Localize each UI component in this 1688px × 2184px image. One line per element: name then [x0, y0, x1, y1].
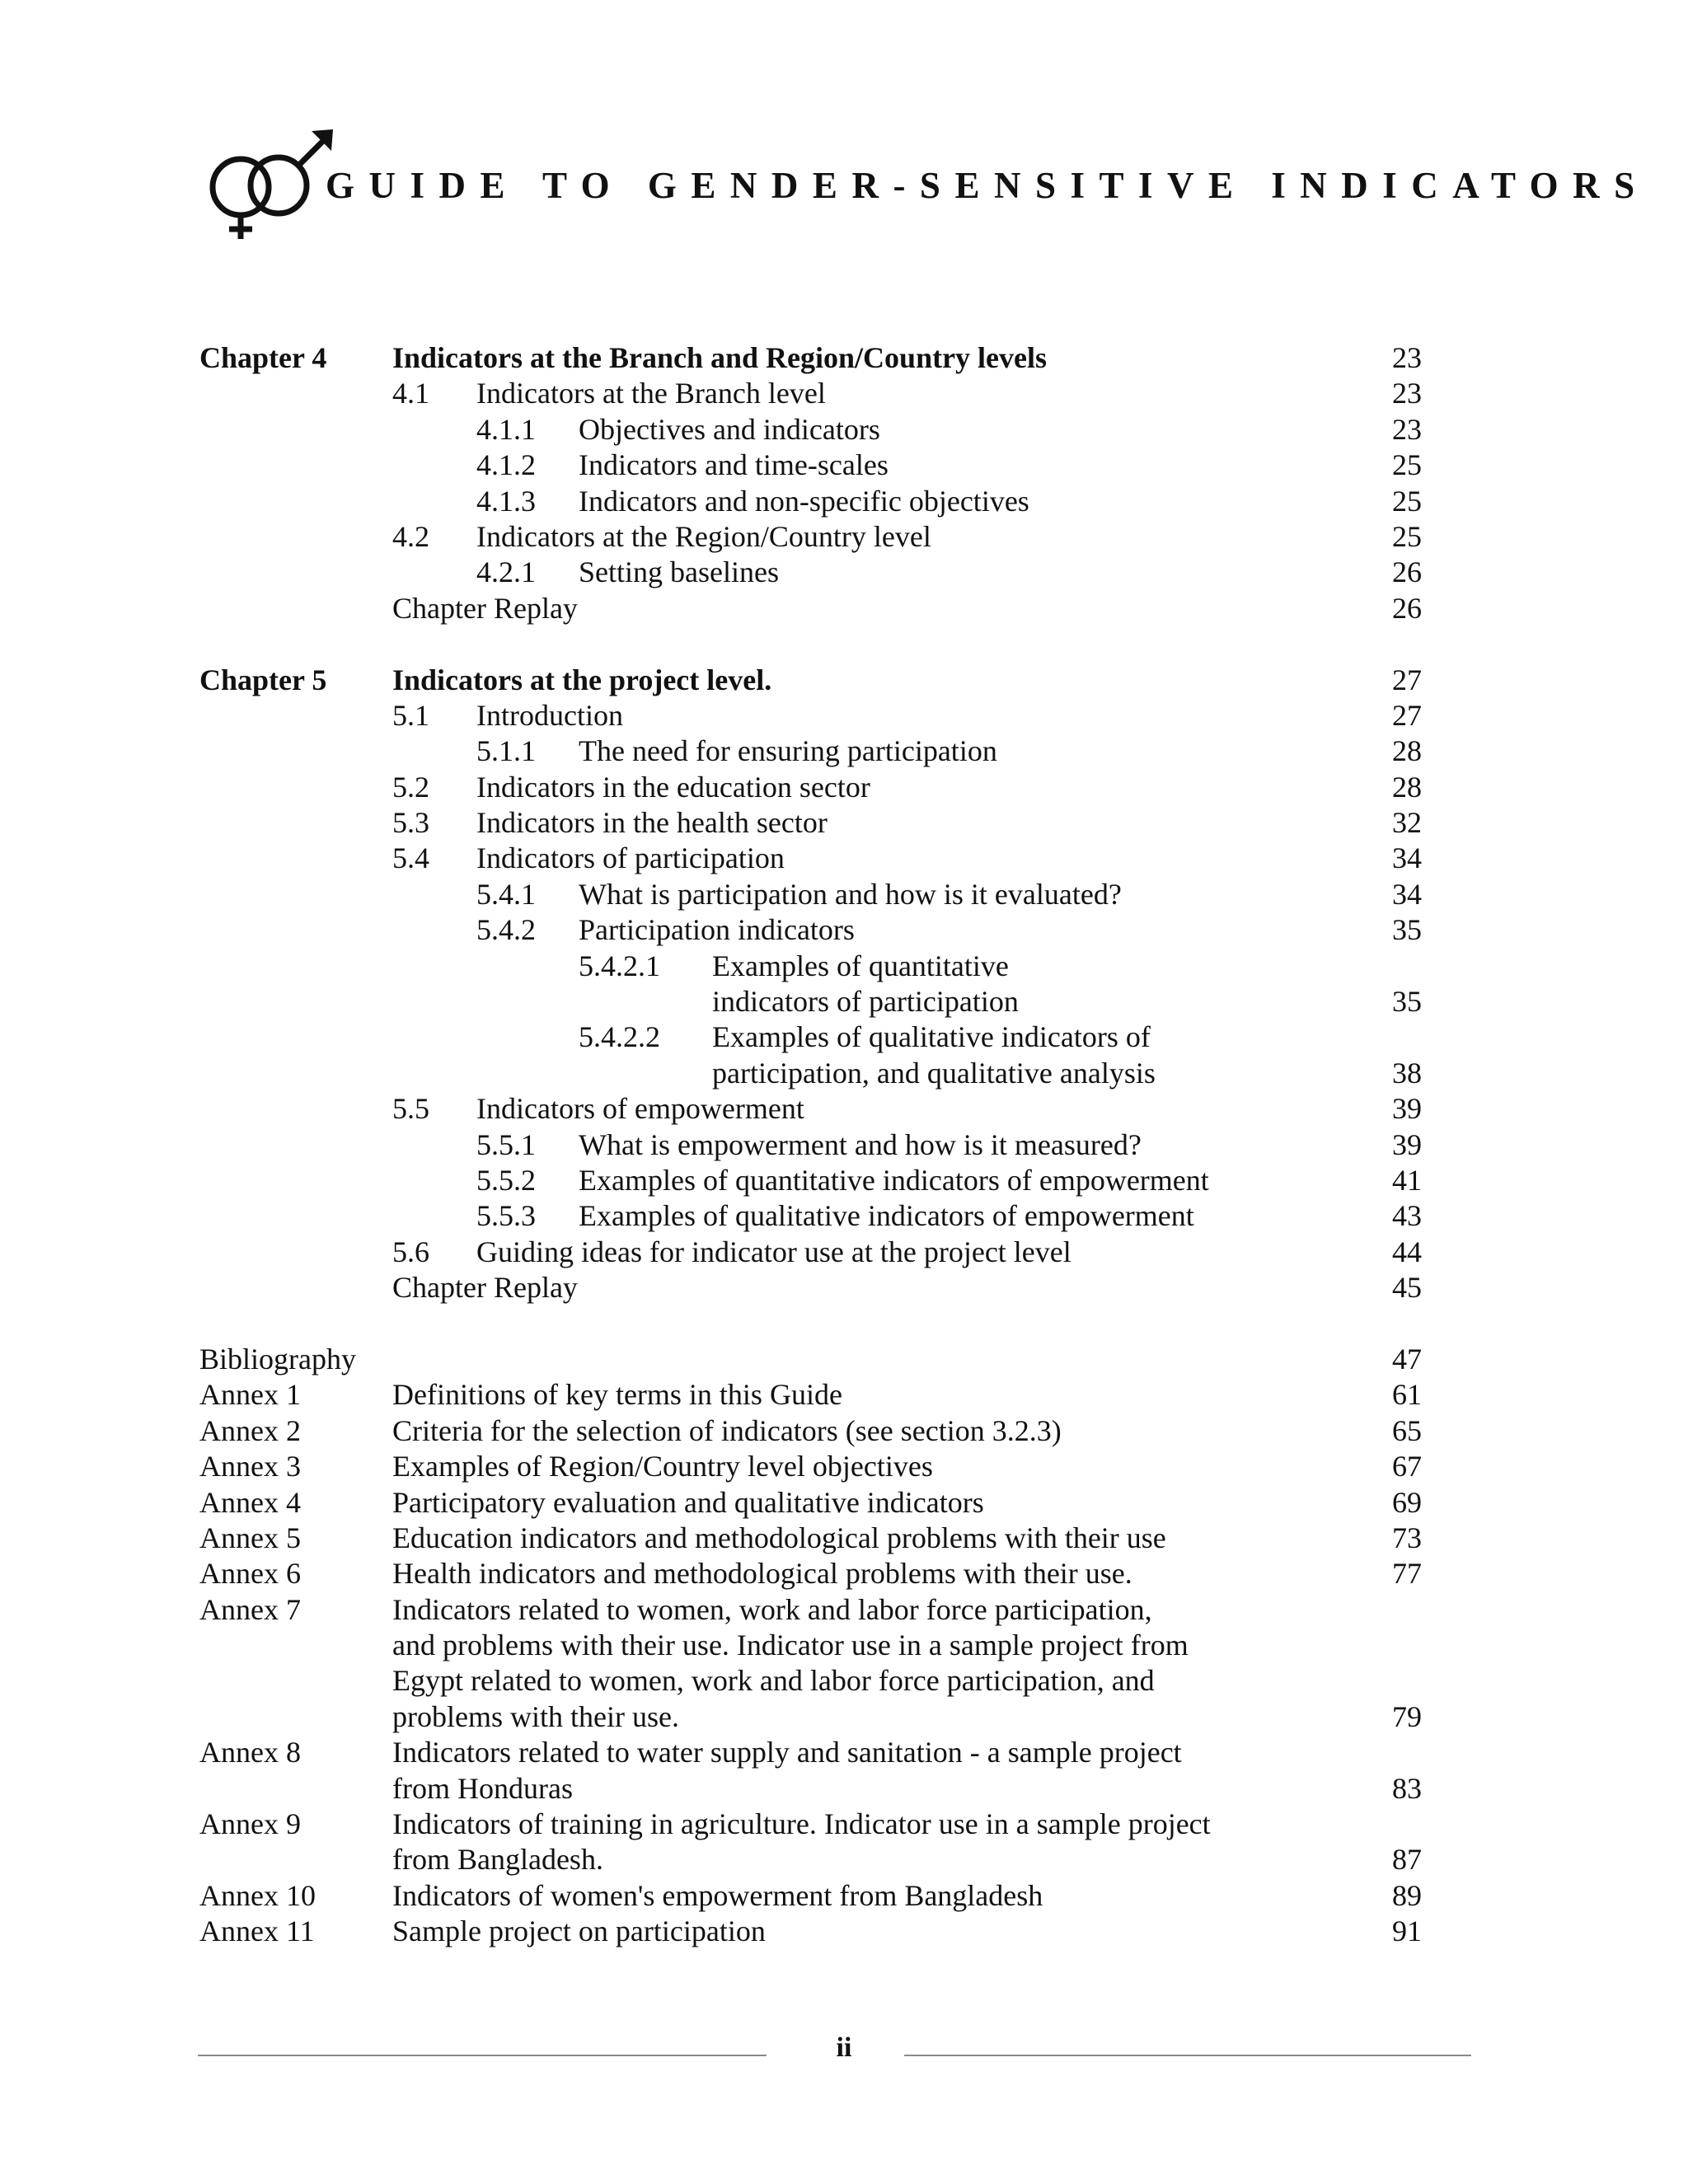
toc-entry-title: Indicators of training in agriculture. Indicator use in a sample project [392, 1807, 1211, 1841]
toc-entry-label: Annex 7 [199, 1592, 301, 1626]
toc-entry-title: Indicators and time-scales [579, 448, 889, 482]
toc-entry-page: 73 [1392, 1521, 1422, 1554]
toc-entry[interactable] [199, 1413, 1436, 1449]
gender-symbols-icon [206, 128, 338, 243]
footer-rule-left [198, 2055, 767, 2056]
section-gap [199, 626, 1436, 662]
toc-entry-number: 5.4.2 [476, 913, 536, 947]
toc-entry[interactable] [199, 1556, 1436, 1591]
toc-entry[interactable] [199, 1163, 1436, 1198]
toc-entry[interactable] [199, 448, 1436, 483]
toc-entry-title: Indicators of participation [476, 841, 785, 875]
toc-entry-title: Participation indicators [579, 913, 855, 947]
toc-entry-label: Annex 10 [199, 1878, 316, 1912]
toc-entry[interactable] [199, 1198, 1436, 1234]
toc-entry-title: and problems with their use. Indicator use in a sample project from [392, 1629, 1189, 1662]
toc-entry-page: 25 [1392, 484, 1422, 518]
toc-entry-label: Annex 11 [199, 1915, 315, 1948]
toc-entry[interactable] [199, 519, 1436, 555]
toc-entry[interactable] [199, 1521, 1436, 1556]
toc-entry-title: from Honduras [392, 1771, 573, 1805]
toc-entry-page: 28 [1392, 734, 1422, 768]
toc-entry[interactable] [199, 484, 1436, 519]
toc-entry-title: Indicators related to water supply and sanitation - a sample project [392, 1736, 1182, 1769]
toc-entry[interactable] [199, 1485, 1436, 1521]
toc-entry-page: 47 [1392, 1342, 1422, 1376]
toc-entry[interactable] [199, 698, 1436, 733]
toc-entry[interactable] [199, 984, 1436, 1019]
toc-entry-number: 5.5.3 [476, 1199, 536, 1233]
toc-entry-page: 77 [1392, 1557, 1422, 1591]
toc-entry-title: Examples of Region/Country level objectives [392, 1450, 933, 1483]
toc-entry-number: 5.1.1 [476, 734, 536, 768]
toc-entry-title: Setting baselines [579, 555, 779, 589]
table-of-contents [199, 340, 1436, 1950]
toc-entry-title: Guiding ideas for indicator use at the project level [476, 1235, 1071, 1268]
toc-entry-title: Indicators of empowerment [476, 1092, 804, 1126]
toc-entry[interactable] [199, 805, 1436, 841]
toc-entry-page: 91 [1392, 1915, 1422, 1948]
toc-entry-title: What is participation and how is it evaluated? [579, 877, 1122, 911]
toc-entry-title: Indicators and non-specific objectives [579, 484, 1029, 518]
toc-entry-page: 87 [1392, 1843, 1422, 1877]
toc-entry-label: Annex 4 [199, 1485, 301, 1519]
toc-entry[interactable] [199, 663, 1436, 698]
toc-entry-label: Chapter 5 [199, 663, 327, 696]
toc-entry[interactable] [199, 1235, 1436, 1270]
toc-entry-title: Indicators of women's empowerment from Bangladesh [392, 1878, 1043, 1912]
toc-entry[interactable] [199, 1127, 1436, 1163]
toc-entry[interactable] [199, 340, 1436, 376]
toc-entry-page: 41 [1392, 1163, 1422, 1197]
toc-entry-title: Participatory evaluation and qualitative indicators [392, 1485, 984, 1519]
toc-entry[interactable] [199, 733, 1436, 769]
toc-entry-title: Indicators at the Branch and Region/Country levels [392, 341, 1048, 374]
toc-entry-page: 23 [1392, 412, 1422, 446]
toc-entry-title: Egypt related to women, work and labor force participation, and [392, 1664, 1155, 1698]
toc-entry-label: Chapter 4 [199, 341, 327, 374]
toc-entry[interactable] [199, 1914, 1436, 1949]
toc-entry-page: 34 [1392, 841, 1422, 875]
toc-entry-number: 5.4.2.2 [579, 1020, 660, 1054]
toc-entry[interactable] [199, 1628, 1436, 1663]
toc-entry-number: 4.2 [392, 519, 429, 553]
toc-entry-number: 5.4.2.1 [579, 949, 660, 982]
section-gap [199, 1306, 1436, 1342]
toc-entry[interactable] [199, 412, 1436, 448]
toc-entry-page: 43 [1392, 1199, 1422, 1233]
toc-entry-page: 79 [1392, 1699, 1422, 1733]
toc-entry-page: 65 [1392, 1413, 1422, 1447]
toc-entry-page: 83 [1392, 1771, 1422, 1805]
toc-entry-page: 89 [1392, 1878, 1422, 1912]
toc-entry-title: Sample project on participation [392, 1915, 766, 1948]
toc-entry-number: 4.1.3 [476, 484, 536, 518]
toc-entry[interactable] [199, 1807, 1436, 1842]
toc-entry-label: Annex 8 [199, 1736, 301, 1769]
toc-entry-page: 25 [1392, 448, 1422, 482]
document-title: GUIDE TO GENDER-SENSITIVE INDICATORS [326, 165, 1649, 206]
toc-entry[interactable] [199, 1091, 1436, 1127]
toc-entry-page: 45 [1392, 1271, 1422, 1305]
toc-entry[interactable] [199, 1735, 1436, 1770]
toc-entry-title: Examples of qualitative indicators of empowerment [579, 1199, 1194, 1233]
toc-entry-title: Examples of quantitative [712, 949, 1009, 982]
toc-entry-title: Examples of quantitative indicators of empowerment [579, 1163, 1209, 1197]
toc-entry-title: Indicators at the Branch level [476, 377, 826, 410]
toc-entry-number: 5.4.1 [476, 877, 536, 911]
toc-entry-title: Introduction [476, 698, 623, 732]
toc-entry-label: Annex 3 [199, 1450, 301, 1483]
toc-entry-page: 28 [1392, 770, 1422, 804]
toc-entry-label: Annex 1 [199, 1378, 301, 1412]
toc-entry[interactable] [199, 1342, 1436, 1377]
toc-entry[interactable] [199, 770, 1436, 805]
toc-entry-title: Criteria for the selection of indicators (see section 3.2.3) [392, 1413, 1062, 1447]
toc-entry-page: 39 [1392, 1092, 1422, 1126]
toc-entry-label: Annex 2 [199, 1413, 301, 1447]
toc-entry-title: Examples of qualitative indicators of [712, 1020, 1151, 1054]
toc-entry[interactable] [199, 1019, 1436, 1055]
toc-entry-title: Indicators in the health sector [476, 806, 828, 840]
toc-entry-page: 67 [1392, 1450, 1422, 1483]
toc-entry[interactable] [199, 1842, 1436, 1877]
toc-entry-page: 26 [1392, 591, 1422, 625]
toc-entry[interactable] [199, 949, 1436, 984]
toc-entry-number: 4.1.2 [476, 448, 536, 482]
toc-entry[interactable] [199, 591, 1436, 626]
toc-entry[interactable] [199, 376, 1436, 411]
toc-entry-page: 61 [1392, 1378, 1422, 1412]
toc-entry[interactable] [199, 1663, 1436, 1699]
toc-entry[interactable] [199, 1878, 1436, 1914]
toc-entry[interactable] [199, 1270, 1436, 1305]
toc-entry-number: 4.2.1 [476, 555, 536, 589]
toc-entry-title: Education indicators and methodological problems with their use [392, 1521, 1166, 1554]
toc-entry-number: 4.1 [392, 377, 429, 410]
toc-entry-number: 5.5.1 [476, 1127, 536, 1161]
page-number: ii [836, 2032, 852, 2063]
toc-entry-title: Chapter Replay [392, 591, 578, 625]
toc-entry-title: Definitions of key terms in this Guide [392, 1378, 842, 1412]
toc-entry-title: Indicators at the project level. [392, 663, 772, 696]
toc-entry-label: Annex 9 [199, 1807, 301, 1841]
toc-entry-number: 5.4 [392, 841, 429, 875]
toc-entry-number: 5.5 [392, 1092, 429, 1126]
toc-entry-number: 5.2 [392, 770, 429, 804]
toc-entry-page: 69 [1392, 1485, 1422, 1519]
toc-entry-number: 5.5.2 [476, 1163, 536, 1197]
toc-entry-page: 27 [1392, 663, 1422, 696]
toc-entry-label: Annex 5 [199, 1521, 301, 1554]
toc-entry-page: 35 [1392, 985, 1422, 1019]
toc-entry-page: 44 [1392, 1235, 1422, 1268]
toc-entry[interactable] [199, 912, 1436, 948]
toc-entry-title: Health indicators and methodological problems with their use. [392, 1557, 1132, 1591]
toc-entry[interactable] [199, 1056, 1436, 1091]
toc-entry[interactable] [199, 877, 1436, 912]
toc-entry-page: 27 [1392, 698, 1422, 732]
toc-entry-page: 23 [1392, 377, 1422, 410]
toc-entry[interactable] [199, 1592, 1436, 1628]
toc-entry[interactable] [199, 1449, 1436, 1484]
toc-entry-page: 35 [1392, 913, 1422, 947]
toc-entry-number: 5.1 [392, 698, 429, 732]
toc-entry-title: from Bangladesh. [392, 1843, 603, 1877]
toc-entry-label: Bibliography [199, 1342, 356, 1376]
toc-entry-title: What is empowerment and how is it measured? [579, 1127, 1142, 1161]
toc-entry-page: 39 [1392, 1127, 1422, 1161]
toc-entry-title: The need for ensuring participation [579, 734, 997, 768]
footer-rule-right [904, 2055, 1471, 2056]
toc-entry-title: Objectives and indicators [579, 412, 880, 446]
toc-entry-title: Indicators related to women, work and labor force participation, [392, 1592, 1152, 1626]
toc-entry[interactable] [199, 555, 1436, 590]
toc-entry-title: participation, and qualitative analysis [712, 1056, 1156, 1090]
toc-entry-title: problems with their use. [392, 1699, 679, 1733]
toc-entry-title: Indicators at the Region/Country level [476, 519, 931, 553]
toc-entry-page: 32 [1392, 806, 1422, 840]
toc-entry-number: 5.6 [392, 1235, 429, 1268]
toc-entry[interactable] [199, 1699, 1436, 1735]
toc-entry[interactable] [199, 1771, 1436, 1807]
page-header [206, 128, 1649, 243]
toc-entry-page: 38 [1392, 1056, 1422, 1090]
toc-entry[interactable] [199, 1377, 1436, 1413]
toc-entry-page: 25 [1392, 519, 1422, 553]
toc-entry-page: 26 [1392, 555, 1422, 589]
toc-entry-page: 34 [1392, 877, 1422, 911]
toc-entry[interactable] [199, 841, 1436, 876]
toc-entry-page: 23 [1392, 341, 1422, 374]
toc-entry-title: Indicators in the education sector [476, 770, 870, 804]
toc-entry-number: 4.1.1 [476, 412, 536, 446]
toc-entry-title: Chapter Replay [392, 1271, 578, 1305]
toc-entry-title: indicators of participation [712, 985, 1019, 1019]
toc-entry-label: Annex 6 [199, 1557, 301, 1591]
toc-entry-number: 5.3 [392, 806, 429, 840]
